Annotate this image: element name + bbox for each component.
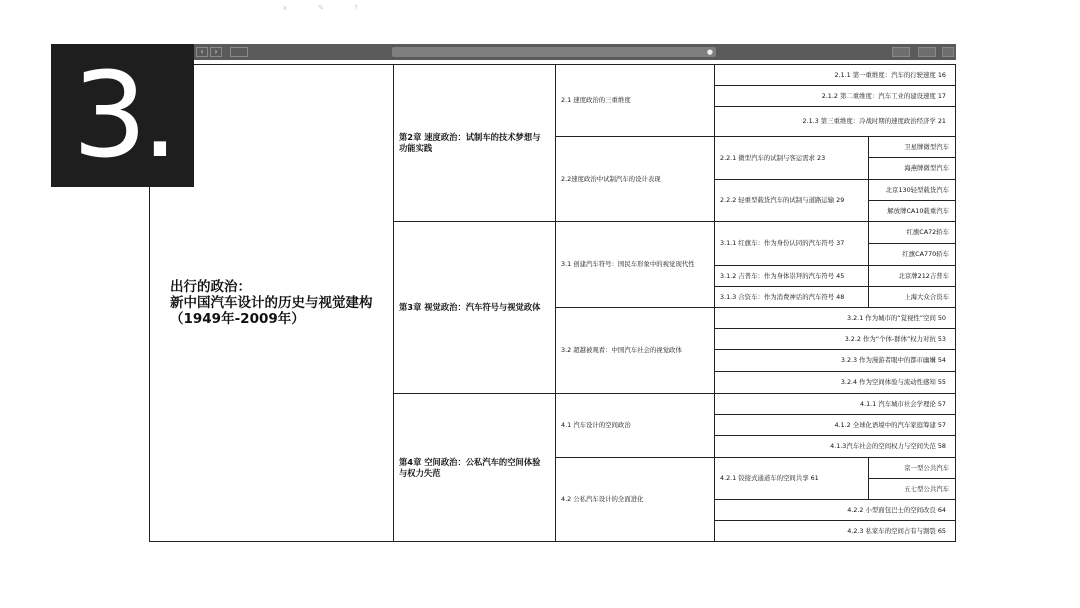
book-title-line2: 新中国汽车设计的历史与视觉建构 (170, 295, 373, 311)
chapter-3-cell (393, 221, 556, 394)
subsection-2-1-3: 2.1.3 第三重维度：冷战时期的速度政治经济学 21 (714, 106, 956, 137)
section-2-2: 2.2速度政治中试制汽车的设计表现 (555, 136, 715, 222)
section-4-2: 4.2 公私汽车设计的全面进化 (555, 457, 715, 542)
forward-button[interactable]: › (210, 47, 222, 57)
address-bar[interactable] (392, 47, 716, 57)
stray-marks: × ✎ ? (282, 4, 372, 12)
chapter-2-cell (393, 64, 556, 222)
subsection-4-2-1: 4.2.1 铰接式通道车的空间共享 61 (714, 457, 869, 500)
item-3-1-1-a: 红旗CA72轿车 (868, 221, 956, 244)
subsection-3-2-1: 3.2.1 作为城市的“覚视性”空间 50 (714, 307, 956, 329)
item-2-2-1-a: 卫星牌微型汽车 (868, 136, 956, 158)
subsection-3-2-3: 3.2.3 作为漫游者眼中的都市幽媾 54 (714, 349, 956, 372)
subsection-2-1-1: 2.1.1 第一重维度：汽车的行驶速度 16 (714, 64, 956, 86)
chapter-number-badge: 3. (51, 44, 194, 187)
item-3-1-3-a: 上海大众合资车 (868, 286, 956, 308)
reload-icon[interactable]: ● (706, 48, 713, 56)
item-2-2-2-b: 解放牌CA10载重汽车 (868, 200, 956, 222)
subsection-3-2-2: 3.2.2 作为“个体-群体”权力对抗 53 (714, 328, 956, 350)
share-icon[interactable] (892, 47, 910, 57)
chapter-3-title: 第3章 视觉政治：汽车符号与视觉政体 (399, 302, 541, 312)
tabs-icon[interactable] (918, 47, 936, 57)
chapter-4-cell (393, 393, 556, 542)
subsection-3-1-3: 3.1.3 合资车：作为消费神话的汽车符号 48 (714, 286, 869, 308)
subsection-3-2-4: 3.2.4 作为空间体验与流动性感知 55 (714, 371, 956, 394)
section-3-1: 3.1 创建汽车符号：国民车形象中的视觉现代性 (555, 221, 715, 308)
item-3-1-2-a: 北京牌212吉普车 (868, 265, 956, 287)
item-3-1-1-b: 红旗CA770轿车 (868, 243, 956, 266)
book-title-line3: （1949年-2009年） (170, 311, 305, 327)
book-title-line1: 出行的政治： (170, 279, 251, 295)
section-4-1: 4.1 汽车设计的空间政治 (555, 393, 715, 458)
section-3-2: 3.2 超越被观看：中国汽车社会的视觉政体 (555, 307, 715, 394)
subsection-4-1-1: 4.1.1 汽车城市社会学理论 57 (714, 393, 956, 415)
menu-icon[interactable] (942, 47, 954, 57)
chapter-2-title: 第2章 速度政治：试制车的技术梦想与功能实践 (399, 132, 541, 153)
subsection-3-1-1: 3.1.1 红旗车：作为身份认同的汽车符号 37 (714, 221, 869, 266)
back-button[interactable]: ‹ (196, 47, 208, 57)
subsection-4-1-3: 4.1.3汽车社会的空间权力与空间失范 58 (714, 435, 956, 458)
subsection-2-2-1: 2.2.1 微型汽车的试制与客运需求 23 (714, 136, 869, 180)
subsection-3-1-2: 3.1.2 吉普车：作为身体崇拜的汽车符号 45 (714, 265, 869, 287)
window-icon[interactable] (230, 47, 248, 57)
subsection-4-2-3: 4.2.3 私家车的空间占有与割裂 65 (714, 520, 956, 542)
subsection-2-2-2: 2.2.2 轻重型载货汽车的试制与道路运输 29 (714, 179, 869, 222)
item-2-2-1-b: 海燕牌微型汽车 (868, 157, 956, 180)
item-4-2-1-b: 五七型公共汽车 (868, 478, 956, 500)
section-2-1: 2.1 速度政治的三重维度 (555, 64, 715, 137)
item-2-2-2-a: 北京130轻型载货汽车 (868, 179, 956, 201)
item-4-2-1-a: 京一型公共汽车 (868, 457, 956, 479)
viewer-toolbar (192, 44, 956, 60)
subsection-2-1-2: 2.1.2 第二重维度：汽车工业的建设速度 17 (714, 85, 956, 107)
subsection-4-1-2: 4.1.2 全球化语境中的汽车家庭筹建 57 (714, 414, 956, 436)
subsection-4-2-2: 4.2.2 小型面包巴士的空间改良 64 (714, 499, 956, 521)
chapter-4-title: 第4章 空间政治：公私汽车的空间体验与权力失范 (399, 456, 541, 478)
